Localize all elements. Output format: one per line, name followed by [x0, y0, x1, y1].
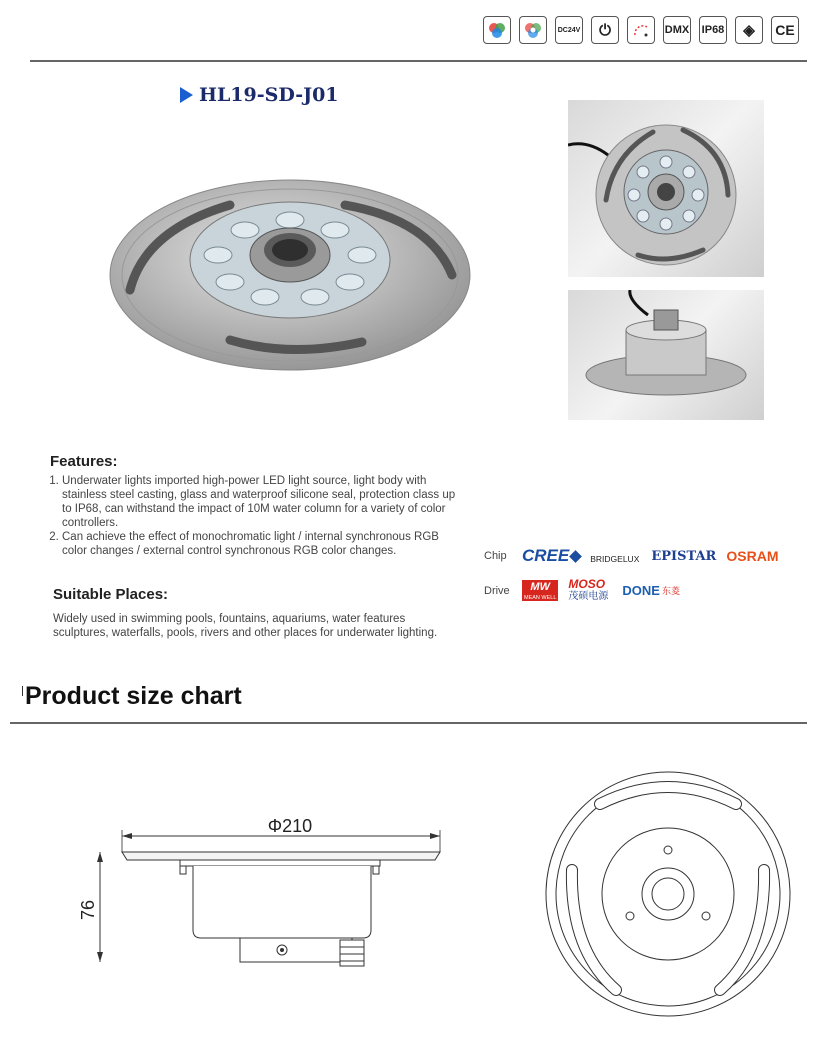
feature-item: 1. Underwater lights imported high-power LED light source, light body with stainless steel casting, glass and waterproof silicone seal, protection class up to IP68, can withstand the impact of 10M water column for a variety of color controllers. — [62, 474, 462, 530]
side-view-drawing — [60, 800, 480, 990]
product-model — [180, 84, 339, 106]
features-list — [50, 474, 462, 558]
places-text: Widely used in swimming pools, fountains, aquariums, water features sculptures, waterfalls, pools, rivers and other places for underwater lighting. — [53, 613, 438, 639]
play-triangle-icon — [180, 87, 193, 103]
moso-mark: MOSO — [568, 577, 606, 591]
done-logo: DONE — [622, 583, 660, 598]
moso-logo — [568, 578, 608, 603]
chip-label: Chip — [484, 550, 507, 562]
done-chinese: 东菱 — [661, 586, 680, 596]
model-name: HL19-SD-J01 — [199, 84, 339, 106]
product-main-image — [100, 150, 480, 390]
size-chart-title: Product size chart — [25, 682, 242, 711]
cree-logo: CREE — [522, 546, 570, 565]
features-heading: Features: — [50, 453, 118, 470]
moso-chinese: 茂硕电源 — [568, 591, 609, 602]
ce-mark-icon: CE — [771, 16, 799, 44]
cree-diamond-icon — [569, 550, 582, 563]
places-heading: Suitable Places: — [53, 586, 169, 603]
chip-brand-row — [484, 546, 779, 566]
top-divider — [30, 60, 807, 62]
top-view-drawing — [540, 760, 810, 1030]
product-photo-top — [568, 100, 764, 277]
certification-icons — [483, 16, 799, 44]
power-icon: ⏻ — [591, 16, 619, 44]
rgbw-color-icon — [519, 16, 547, 44]
meanwell-text: MEAN WELL — [524, 595, 557, 601]
dc24v-icon: DC24V — [555, 16, 583, 44]
size-chart-divider — [10, 722, 807, 724]
diameter-label: Φ210 — [267, 816, 313, 836]
drive-brand-row — [484, 578, 680, 603]
meanwell-mark: MW — [522, 580, 558, 595]
epistar-logo: EPISTAR — [651, 548, 717, 564]
ip68-icon: IP68 — [699, 16, 727, 44]
osram-logo: OSRAM — [726, 548, 779, 564]
feature-item: 2. Can achieve the effect of monochromatic light / internal synchronous RGB color changes / external control synchronous RGB color changes. — [62, 530, 462, 558]
class-iii-icon: ◈ — [735, 16, 763, 44]
drive-label: Drive — [484, 584, 510, 597]
beam-angle-icon — [627, 16, 655, 44]
dmx-icon: DMX — [663, 16, 691, 44]
bridgelux-logo: BRIDGELUX — [590, 554, 640, 564]
meanwell-logo — [522, 580, 558, 601]
rgb-color-icon — [483, 16, 511, 44]
height-label: 76 — [78, 899, 98, 921]
product-photo-side — [568, 290, 764, 420]
